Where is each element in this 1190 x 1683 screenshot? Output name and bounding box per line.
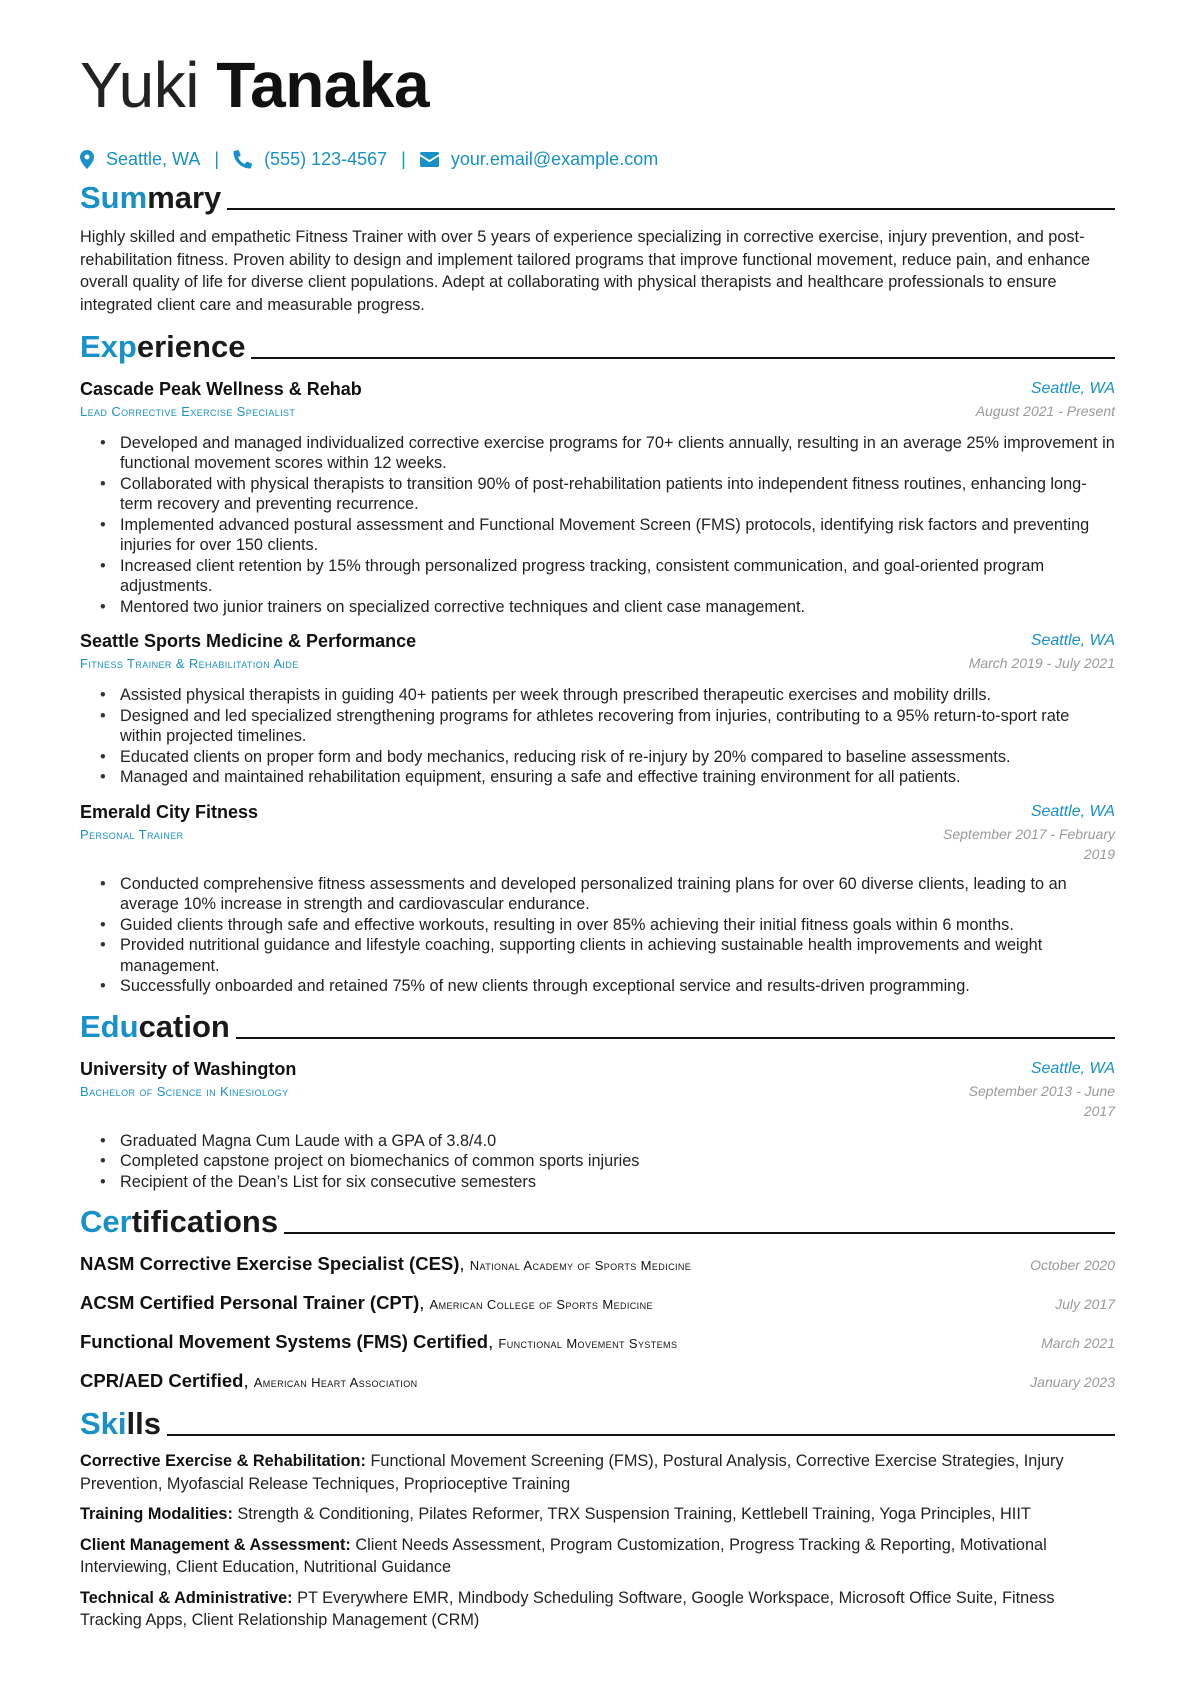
certification-name: ACSM Certified Personal Trainer (CPT) <box>80 1292 420 1314</box>
job-title: Lead Corrective Exercise Specialist <box>80 403 296 419</box>
entry-header <box>80 377 1115 423</box>
certification-left <box>80 1329 677 1357</box>
entry-header <box>80 800 1115 864</box>
skill-line <box>80 1450 1115 1495</box>
certification-issuer: American College of Sports Medicine <box>429 1297 653 1313</box>
email-text: your.email@example.com <box>450 148 659 169</box>
phone-text: (555) 123-4567 <box>264 148 388 169</box>
certification-row <box>80 1290 1115 1318</box>
education-entry <box>80 1057 1115 1193</box>
job-title: Fitness Trainer & Rehabilitation Aide <box>80 656 299 672</box>
section-rule <box>236 1037 1115 1039</box>
skill-line <box>80 1503 1115 1526</box>
skills-list <box>80 1450 1115 1632</box>
section-rule <box>251 357 1115 359</box>
certification-issuer: Functional Movement Systems <box>498 1336 678 1352</box>
skill-category: Training Modalities: <box>80 1505 233 1524</box>
certification-name: NASM Corrective Exercise Specialist (CES) <box>80 1253 460 1275</box>
skill-items: PT Everywhere EMR, Mindbody Scheduling Software, Google Workspace, Microsoft Office Suite, Fitness Tracking Apps, Client Relationship Management (CRM) <box>80 1588 1055 1630</box>
section-title-rest: erience <box>136 328 246 364</box>
section-title-accent: Cer <box>80 1204 132 1240</box>
certification-left <box>80 1290 653 1318</box>
bullet-item: • Conducted comprehensive fitness assessments and developed personalized training plans for over 60 diverse clients, leading to an average 10% increase in strength and cardiovascular endurance. <box>108 874 1115 915</box>
certification-name: Functional Movement Systems (FMS) Certified <box>80 1331 489 1353</box>
section-title <box>80 1406 161 1442</box>
bullet-list <box>80 433 1115 618</box>
map-pin-icon <box>80 150 94 169</box>
skill-line <box>80 1587 1115 1632</box>
entry-location: Seattle, WA <box>1030 802 1115 820</box>
entry-date: March 2019 - July 2021 <box>968 655 1115 672</box>
bullet-item: • Collaborated with physical therapists to transition 90% of post-rehabilitation patients into independent fitness routines, enhancing long-term recovery and preventing recurrence. <box>108 474 1115 515</box>
certification-left <box>80 1251 691 1279</box>
contact-phone[interactable] <box>233 149 387 170</box>
certification-row <box>80 1329 1115 1357</box>
certification-comma: , <box>488 1331 499 1353</box>
entry-left <box>80 1057 296 1103</box>
entry-right <box>969 629 1115 673</box>
experience-entry <box>80 629 1115 788</box>
job-title: Bachelor of Science in Kinesiology <box>80 1083 289 1099</box>
bullet-item: • Assisted physical therapists in guiding 40+ patients per week through prescribed therapeutic exercises and mobility drills. <box>108 685 1115 706</box>
skill-category: Technical & Administrative: <box>80 1588 293 1607</box>
section-rule <box>284 1232 1115 1234</box>
entry-location: Seattle, WA <box>1030 379 1115 397</box>
entry-left <box>80 377 362 423</box>
section-title-rest: tifications <box>131 1204 279 1240</box>
bullet-item: • Completed capstone project on biomechanics of common sports injuries <box>108 1151 1115 1172</box>
location-text: Seattle, WA <box>106 148 201 169</box>
bullet-item: • Guided clients through safe and effective workouts, resulting in over 85% achieving their initial fitness goals within 6 months. <box>108 915 1115 936</box>
certification-issuer: American Heart Association <box>253 1375 418 1391</box>
contact-location <box>80 149 200 170</box>
bullet-item: • Provided nutritional guidance and lifestyle coaching, supporting clients in achieving sustainable health improvements and weight management. <box>108 935 1115 976</box>
entry-right <box>976 377 1115 421</box>
organization-name: Cascade Peak Wellness & Rehab <box>80 378 362 399</box>
certification-left <box>80 1368 418 1396</box>
candidate-name <box>80 44 1115 126</box>
bullet-item: • Mentored two junior trainers on specialized corrective techniques and client case management. <box>108 597 1115 618</box>
certification-name: CPR/AED Certified <box>80 1370 244 1392</box>
contact-email[interactable] <box>420 149 658 170</box>
phone-icon <box>233 150 252 169</box>
certification-row <box>80 1251 1115 1279</box>
envelope-icon <box>420 152 439 167</box>
bullet-item: • Educated clients on proper form and body mechanics, reducing risk of re-injury by 20% compared to baseline assessments. <box>108 747 1115 768</box>
experience-entry <box>80 800 1115 997</box>
bullet-item: • Recipient of the Dean’s List for six consecutive semesters <box>108 1172 1115 1193</box>
entry-date: September 2017 - February 2019 <box>943 825 1115 862</box>
section-education-heading <box>80 1009 1115 1045</box>
organization-name: Seattle Sports Medicine & Performance <box>80 631 417 652</box>
organization-name: University of Washington <box>80 1058 297 1079</box>
section-title-rest: cation <box>138 1008 230 1044</box>
certification-date: March 2021 <box>1041 1335 1115 1352</box>
last-name: Tanaka <box>216 49 430 121</box>
entry-location: Seattle, WA <box>1030 1059 1115 1077</box>
skill-items: Strength & Conditioning, Pilates Reformer, TRX Suspension Training, Kettlebell Training, Yoga Principles, HIIT <box>237 1505 1031 1524</box>
entry-left <box>80 800 258 846</box>
bullet-item: • Developed and managed individualized corrective exercise programs for 70+ clients annually, resulting in an average 25% improvement in functional movement scores within 12 weeks. <box>108 433 1115 474</box>
contact-separator: | <box>401 148 406 169</box>
skill-category: Client Management & Assessment: <box>80 1535 351 1554</box>
contact-bar <box>80 146 1115 172</box>
job-title: Personal Trainer <box>80 826 184 842</box>
experience-entry <box>80 377 1115 618</box>
section-title-rest: lls <box>126 1406 161 1442</box>
section-title-accent: Exp <box>80 328 137 364</box>
entry-header <box>80 629 1115 675</box>
section-title <box>80 1009 230 1045</box>
entry-right <box>935 800 1115 864</box>
experience-list <box>80 377 1115 997</box>
bullet-list <box>80 874 1115 997</box>
section-title <box>80 329 245 365</box>
bullet-item: • Managed and maintained rehabilitation equipment, ensuring a safe and effective training environment for all patients. <box>108 767 1115 788</box>
certification-date: January 2023 <box>1030 1374 1115 1391</box>
bullet-item: • Increased client retention by 15% through personalized progress tracking, consistent communication, and goal-oriented program adjustments. <box>108 556 1115 597</box>
section-title-accent: Ski <box>80 1406 127 1442</box>
entry-location: Seattle, WA <box>1030 632 1115 650</box>
section-rule <box>227 208 1115 210</box>
entry-header <box>80 1057 1115 1121</box>
certification-comma: , <box>419 1292 430 1314</box>
certification-date: October 2020 <box>1030 1257 1115 1274</box>
certification-issuer: National Academy of Sports Medicine <box>469 1258 692 1274</box>
bullet-item: • Implemented advanced postural assessment and Functional Movement Screen (FMS) protocols, identifying risk factors and preventing injuries for over 150 clients. <box>108 515 1115 556</box>
skill-category: Corrective Exercise & Rehabilitation: <box>80 1452 366 1471</box>
certification-list <box>80 1251 1115 1396</box>
summary-text: Highly skilled and empathetic Fitness Trainer with over 5 years of experience specializing in corrective exercise, injury prevention, and post-rehabilitation fitness. Proven ability to design and implement tailored programs that improve functional movement, reduce pain, and enhance overall quality of life for diverse client populations. Adept at collaborating with physical therapists and healthcare professionals to ensure integrated client care and measurable progress. <box>80 228 1091 315</box>
bullet-list <box>80 685 1115 788</box>
certification-date: July 2017 <box>1055 1296 1115 1313</box>
certification-comma: , <box>243 1370 254 1392</box>
first-name: Yuki <box>80 49 199 121</box>
bullet-item: • Designed and led specialized strengthening programs for athletes recovering from injuries, contributing to a 95% return-to-sport rate within projected timelines. <box>108 706 1115 747</box>
entry-left <box>80 629 416 675</box>
contact-separator: | <box>214 148 220 169</box>
section-experience-heading <box>80 329 1115 365</box>
section-title-accent: Edu <box>80 1008 139 1044</box>
skill-items: Functional Movement Screening (FMS), Postural Analysis, Corrective Exercise Strategies, Injury Prevention, Myofascial Release Techniques, Proprioceptive Training <box>80 1452 1064 1493</box>
section-title <box>80 180 221 216</box>
section-title-accent: Sum <box>80 180 148 215</box>
entry-date: August 2021 - Present <box>975 402 1115 419</box>
entry-date: September 2013 - June 2017 <box>968 1082 1115 1119</box>
section-certifications-heading <box>80 1204 1115 1240</box>
section-skills-heading <box>80 1406 1115 1442</box>
entry-right <box>935 1057 1115 1121</box>
section-summary-heading <box>80 180 1115 216</box>
certification-comma: , <box>459 1253 470 1275</box>
section-title <box>80 1204 278 1240</box>
skill-items: Client Needs Assessment, Program Customization, Progress Tracking & Reporting, Motivational Interviewing, Client Education, Nutritional Guidance <box>80 1535 1047 1577</box>
education-list <box>80 1057 1115 1193</box>
bullet-item: • Successfully onboarded and retained 75% of new clients through exceptional service and results-driven programming. <box>108 976 1115 997</box>
certification-row <box>80 1368 1115 1396</box>
skill-line <box>80 1534 1115 1579</box>
section-rule <box>167 1434 1115 1436</box>
bullet-item: • Graduated Magna Cum Laude with a GPA of 3.8/4.0 <box>108 1131 1115 1152</box>
section-title-rest: mary <box>147 180 222 215</box>
organization-name: Emerald City Fitness <box>80 801 259 822</box>
bullet-list <box>80 1131 1115 1193</box>
